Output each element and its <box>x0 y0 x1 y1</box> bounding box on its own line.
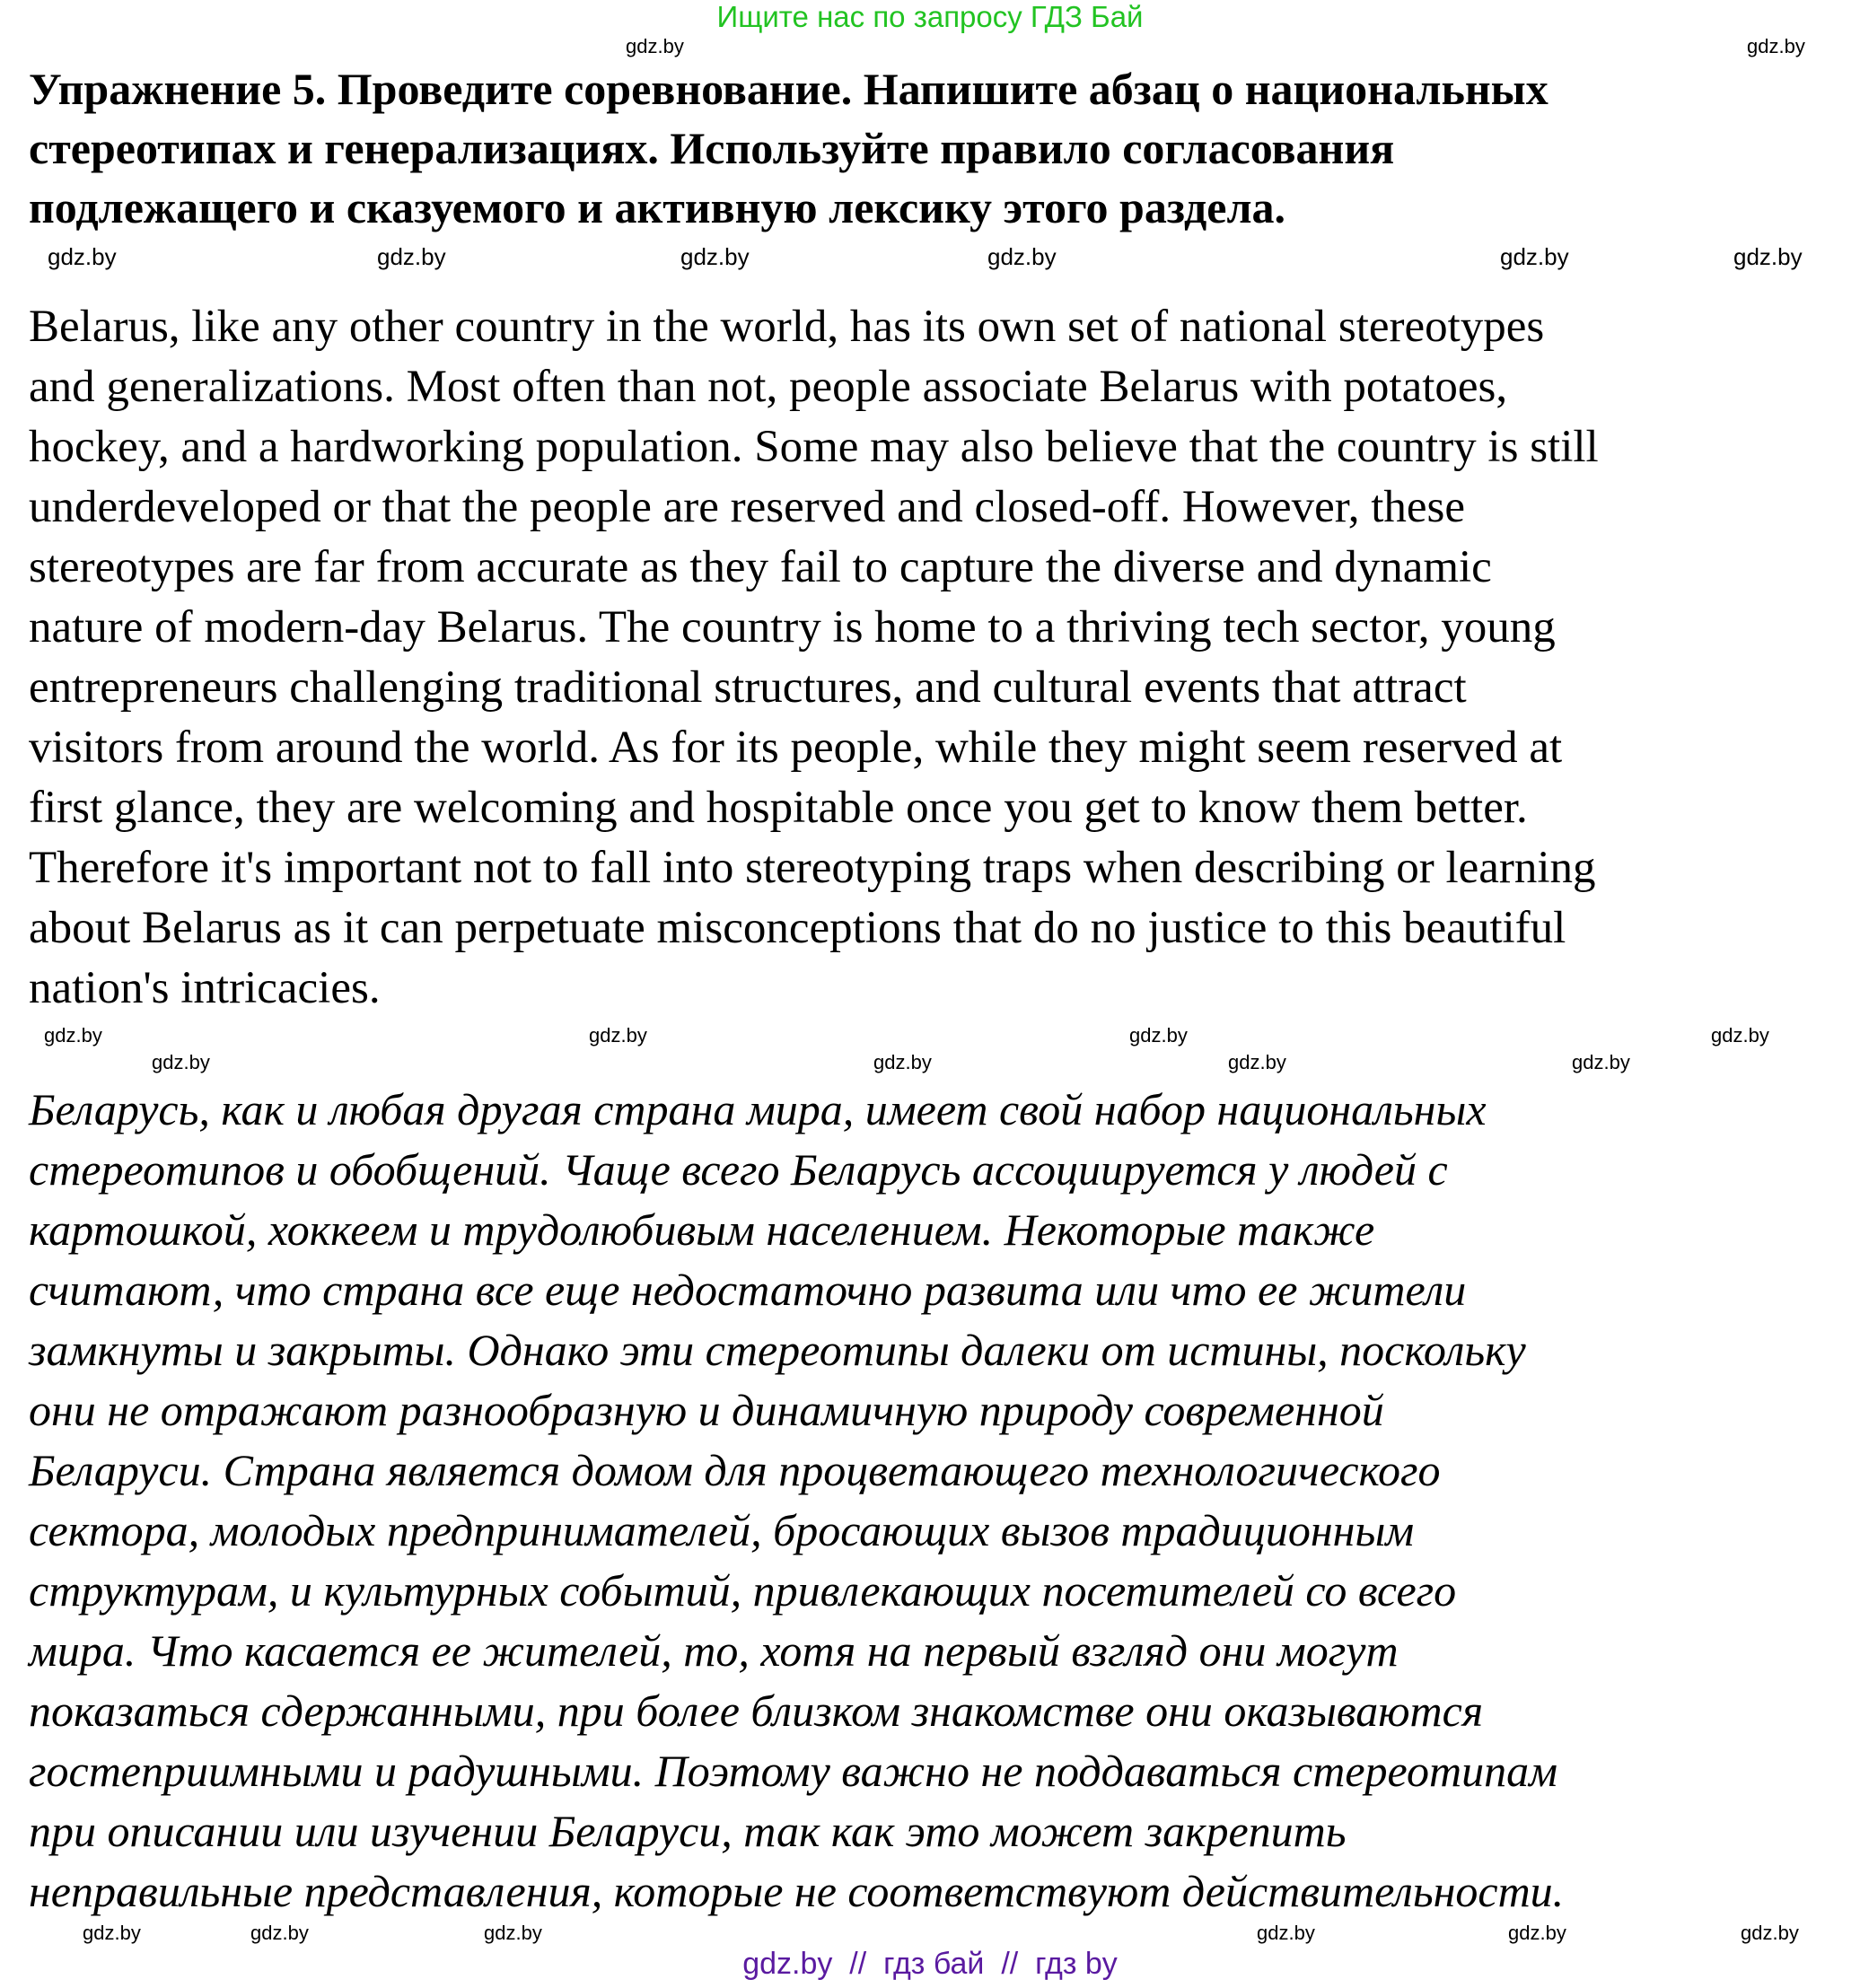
russian-line: при описании или изучении Беларуси, так как это может закрепить <box>29 1806 1347 1856</box>
watermark: gdz.by <box>1747 35 1805 57</box>
watermark: gdz.by <box>1257 1922 1315 1944</box>
watermark: gdz.by <box>1508 1922 1566 1944</box>
english-line: stereotypes are far from accurate as they fail to capture the diverse and dynamic <box>29 542 1492 592</box>
watermark: gdz.by <box>1500 243 1569 270</box>
english-line: hockey, and a hardworking population. Some may also believe that the country is still <box>29 422 1599 472</box>
title-line: подлежащего и сказуемого и активную лексику этого раздела. <box>29 182 1286 232</box>
watermark: gdz.by <box>1228 1051 1286 1073</box>
english-line: underdeveloped or that the people are reserved and closed-off. However, these <box>29 482 1466 532</box>
watermark: gdz.by <box>1572 1051 1630 1073</box>
footer-links[interactable]: gdz.by // гдз бай // гдз by <box>742 1947 1118 1981</box>
watermark: gdz.by <box>48 243 117 270</box>
watermark: gdz.by <box>680 243 750 270</box>
russian-line: гостеприимными и радушными. Поэтому важно не поддаваться стереотипам <box>29 1746 1558 1796</box>
russian-line: считают, что страна все еще недостаточно развита или что ее жители <box>29 1265 1467 1315</box>
watermark: gdz.by <box>1741 1922 1799 1944</box>
watermark: gdz.by <box>987 243 1057 270</box>
watermark: gdz.by <box>250 1922 309 1944</box>
english-line: entrepreneurs challenging traditional structures, and cultural events that attract <box>29 662 1467 713</box>
english-line: Therefore it's important not to fall into stereotyping traps when describing or learning <box>29 843 1596 893</box>
english-line: first glance, they are welcoming and hospitable once you get to know them better. <box>29 783 1528 833</box>
title-line: стереотипах и генерализациях. Используйте правило согласования <box>29 123 1395 173</box>
russian-line: они не отражают разнообразную и динамичную природу современной <box>29 1385 1384 1435</box>
watermark: gdz.by <box>377 243 446 270</box>
watermark: gdz.by <box>44 1024 102 1047</box>
watermark: gdz.by <box>1711 1024 1769 1047</box>
title-line: Упражнение 5. Проведите соревнование. Напишите абзац о национальных <box>29 64 1549 114</box>
exercise-title <box>29 59 1549 237</box>
watermark: gdz.by <box>589 1024 647 1047</box>
watermark: gdz.by <box>1129 1024 1188 1047</box>
russian-line: мира. Что касается ее жителей, то, хотя на первый взгляд они могут <box>29 1625 1399 1676</box>
english-line: about Belarus as it can perpetuate misconceptions that do no justice to this beautiful <box>29 903 1566 953</box>
watermark: gdz.by <box>873 1051 932 1073</box>
russian-line: Беларуси. Страна является домом для процветающего технологического <box>29 1445 1441 1495</box>
russian-line: структурам, и культурных событий, привлекающих посетителей со всего <box>29 1565 1457 1616</box>
russian-line: показаться сдержанными, при более близком знакомстве они оказываются <box>29 1686 1484 1736</box>
watermark: gdz.by <box>83 1922 141 1944</box>
watermark: gdz.by <box>152 1051 210 1073</box>
russian-line: картошкой, хоккеем и трудолюбивым населением. Некоторые также <box>29 1204 1375 1255</box>
russian-line: замкнуты и закрыты. Однако эти стереотипы далеки от истины, поскольку <box>29 1325 1526 1375</box>
english-line: Belarus, like any other country in the world, has its own set of national stereotypes <box>29 302 1545 352</box>
watermark: gdz.by <box>626 35 684 57</box>
watermark: gdz.by <box>1733 243 1803 270</box>
russian-line: сектора, молодых предпринимателей, бросающих вызов традиционным <box>29 1505 1415 1555</box>
watermark: gdz.by <box>484 1922 542 1944</box>
english-paragraph <box>29 297 1599 1019</box>
russian-line: Беларусь, как и любая другая страна мира, имеет свой набор национальных <box>29 1084 1487 1134</box>
search-hint-banner: Ищите нас по запросу ГДЗ Бай <box>716 0 1144 33</box>
russian-line: стереотипов и обобщений. Чаще всего Беларусь ассоциируется у людей с <box>29 1144 1448 1195</box>
english-line: nature of modern-day Belarus. The country is home to a thriving tech sector, young <box>29 602 1556 652</box>
english-line: and generalizations. Most often than not, people associate Belarus with potatoes, <box>29 362 1508 412</box>
russian-paragraph <box>29 1080 1564 1922</box>
russian-line: неправильные представления, которые не соответствуют действительности. <box>29 1866 1565 1916</box>
english-line: nation's intricacies. <box>29 963 381 1013</box>
english-line: visitors from around the world. As for its people, while they might seem reserved at <box>29 723 1563 773</box>
